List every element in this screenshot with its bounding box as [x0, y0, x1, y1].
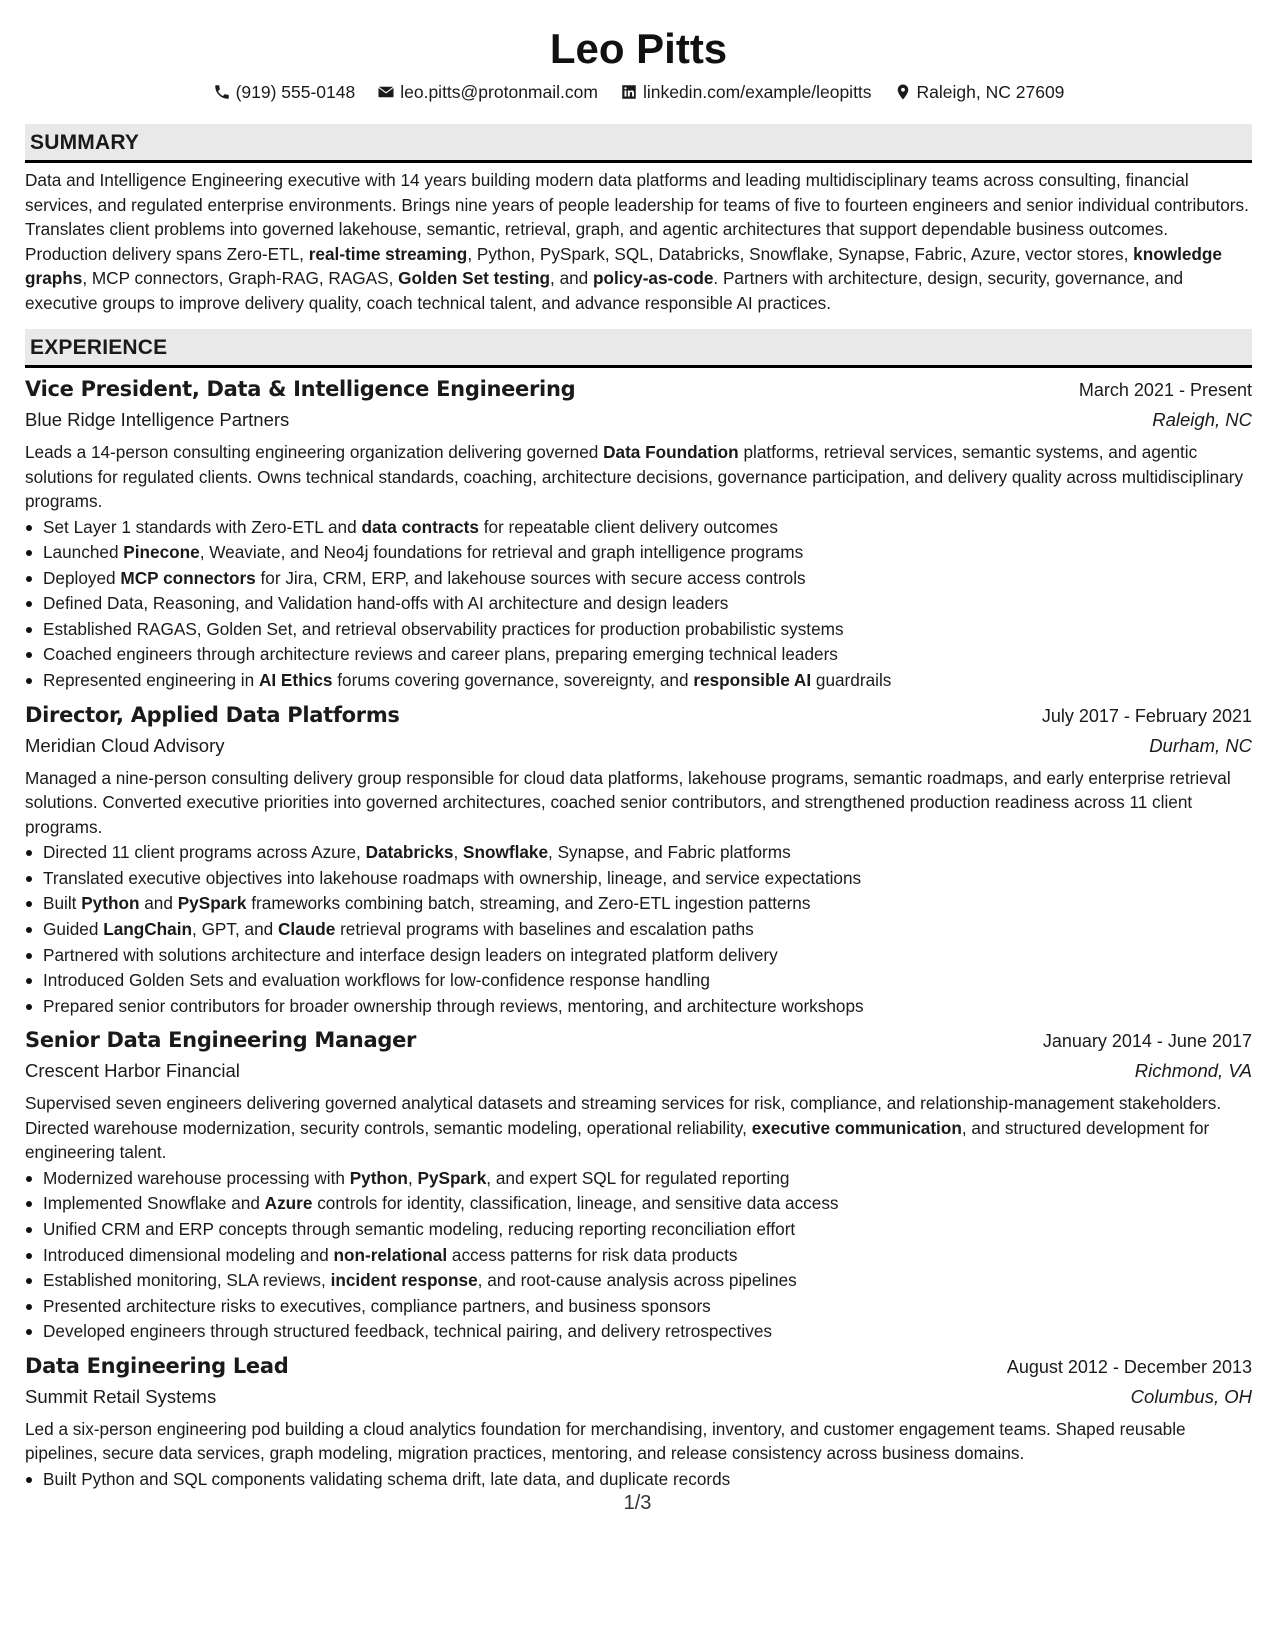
- job-summary: [25, 766, 1252, 840]
- bullet-item: [43, 891, 1252, 917]
- bullet-item: [43, 1217, 1252, 1243]
- bullet-bold: responsible AI: [693, 670, 812, 691]
- bullet-text: , Synapse, and Fabric platforms: [548, 842, 791, 863]
- job-title-row: [25, 1351, 1252, 1382]
- job-summary: [25, 1417, 1252, 1466]
- job-dates: March 2021 - Present: [1078, 380, 1252, 400]
- bullet-text: Set Layer 1 standards with Zero-ETL and: [43, 516, 362, 537]
- bullet-text: Defined Data, Reasoning, and Validation hand-offs with AI architecture and design leaders: [43, 593, 729, 614]
- bullet-bold: Azure: [264, 1193, 313, 1214]
- summary-text: , and: [550, 268, 594, 288]
- bullet-item: [43, 1243, 1252, 1269]
- job-company-row: [25, 405, 1252, 435]
- bullet-text: forums covering governance, sovereignty, and: [332, 670, 694, 691]
- job-company-row: [25, 1056, 1252, 1086]
- bullet-item: [43, 1191, 1252, 1217]
- job-title: Director, Applied Data Platforms: [25, 702, 400, 727]
- email-text: leo.pitts@protonmail.com: [400, 82, 598, 102]
- bullet-text: Translated executive objectives into lakehouse roadmaps with ownership, lineage, and service expectations: [43, 867, 862, 888]
- bullet-text: Implemented Snowflake and: [43, 1193, 265, 1214]
- bullet-text: access patterns for risk data products: [447, 1244, 738, 1265]
- job-title: Vice President, Data & Intelligence Engineering: [25, 377, 576, 401]
- contact-bar: [25, 80, 1252, 104]
- phone-text: (919) 555-0148: [235, 82, 356, 102]
- job-summary-bold: executive communication: [751, 1117, 962, 1138]
- bullet-text: retrieval programs with baselines and escalation paths: [335, 918, 754, 939]
- job-location: Richmond, VA: [1134, 1060, 1252, 1082]
- bullet-bold: Python: [81, 893, 140, 914]
- job-title-row: [25, 700, 1252, 731]
- envelope-icon: [377, 83, 395, 101]
- bullet-text: Presented architecture risks to executives, compliance partners, and business sponsors: [43, 1295, 711, 1316]
- job-bullets: [25, 840, 1252, 1019]
- bullet-bold: PySpark: [177, 893, 247, 914]
- job-location: Columbus, OH: [1130, 1385, 1252, 1407]
- bullet-text: Developed engineers through structured feedback, technical pairing, and delivery retrospectives: [43, 1321, 772, 1342]
- bullet-item: [43, 917, 1252, 943]
- summary-bold: policy-as-code: [593, 268, 714, 288]
- job-entry: [25, 374, 1252, 694]
- bullet-item: [43, 1294, 1252, 1320]
- job-location: Raleigh, NC: [1152, 409, 1252, 430]
- bullet-text: Deployed: [43, 567, 121, 588]
- bullet-bold: non-relational: [333, 1244, 448, 1265]
- bullet-text: ,: [407, 1167, 418, 1188]
- bullet-text: Introduced dimensional modeling and: [43, 1244, 334, 1265]
- bullet-text: Introduced Golden Sets and evaluation workflows for low-confidence response handling: [43, 970, 710, 991]
- linkedin-text: linkedin.com/example/leopitts: [642, 82, 872, 102]
- bullet-text: Guided: [43, 918, 104, 939]
- bullet-bold: Pinecone: [123, 542, 200, 563]
- job-title: Senior Data Engineering Manager: [25, 1028, 417, 1053]
- bullet-bold: data contracts: [361, 516, 479, 537]
- bullet-text: Built: [43, 893, 82, 914]
- bullet-text: Built Python and SQL components validating schema drift, late data, and duplicate records: [43, 1468, 731, 1489]
- job-title-row: [25, 1025, 1252, 1056]
- contact-linkedin[interactable]: [620, 80, 872, 104]
- bullet-item: [43, 968, 1252, 994]
- bullet-bold: AI Ethics: [258, 670, 333, 691]
- experience-heading: EXPERIENCE: [25, 329, 1252, 368]
- bullet-bold: MCP connectors: [120, 567, 256, 588]
- job-dates: January 2014 - June 2017: [1042, 1031, 1252, 1052]
- bullet-item: [43, 866, 1252, 892]
- page-number: 1/3: [623, 1492, 652, 1514]
- job-title: Data Engineering Lead: [25, 1353, 289, 1378]
- job-summary-text: platforms, retrieval services, semantic systems, and agentic solutions for regulated clients. Owns technical standards, coaching, architecture decisions, governance participation, and delivery quality across multidisciplinary programs.: [25, 442, 1244, 511]
- bullet-bold: Python: [349, 1167, 408, 1188]
- bullet-bold: PySpark: [417, 1167, 487, 1188]
- job-bullets: [25, 1467, 1252, 1493]
- summary-bold: Golden Set testing: [398, 268, 551, 288]
- phone-icon: [213, 83, 231, 101]
- job-summary-bold: Data Foundation: [603, 442, 739, 462]
- job-company: Crescent Harbor Financial: [25, 1060, 240, 1082]
- contact-location: [894, 80, 1065, 104]
- bullet-text: Unified CRM and ERP concepts through semantic modeling, reducing reporting reconciliation effort: [43, 1219, 796, 1239]
- job-dates: August 2012 - December 2013: [1006, 1356, 1252, 1377]
- job-title-row: [25, 374, 1252, 405]
- bullet-text: and: [139, 893, 178, 914]
- summary-text: , Python, PySpark, SQL, Databricks, Snowflake, Synapse, Fabric, Azure, vector stores,: [467, 243, 1134, 264]
- experience-list: [25, 374, 1252, 1493]
- resume-page: [25, 20, 1252, 1493]
- bullet-text: controls for identity, classification, lineage, and sensitive data access: [312, 1193, 839, 1214]
- bullet-item: [43, 515, 1252, 541]
- location-text: Raleigh, NC 27609: [916, 82, 1065, 102]
- job-summary-text: Supervised seven engineers delivering governed analytical datasets and streaming services for risk, compliance, and relationship-management stakeholders. Directed warehouse modernization, security controls, semantic modeling, operational reliability,: [25, 1093, 1222, 1138]
- bullet-item: [43, 617, 1252, 643]
- bullet-item: [43, 1166, 1252, 1192]
- bullet-item: [43, 840, 1252, 866]
- bullet-text: , GPT, and: [192, 918, 278, 939]
- bullet-bold: Claude: [278, 918, 336, 939]
- linkedin-icon: [620, 83, 638, 101]
- map-pin-icon: [894, 83, 912, 101]
- summary-text: Data and Intelligence Engineering executive with 14 years building modern data platforms and leading multidisciplinary teams across consulting, financial services, and regulated enterprise environments. Brings nine years of people leadership for teams of five to fourteen engineers and senior individual contributors. Translates client problems into governed lakehouse, semantic, retrieval, graph, and agentic architectures that support dependable business outcomes. Production delivery spans Zero-ETL,: [25, 170, 1249, 264]
- bullet-text: Launched: [43, 542, 124, 563]
- bullet-item: [43, 943, 1252, 969]
- bullet-text: for repeatable client delivery outcomes: [478, 516, 778, 537]
- contact-phone[interactable]: [213, 80, 356, 104]
- job-company-row: [25, 731, 1252, 761]
- bullet-text: , and expert SQL for regulated reporting: [486, 1167, 790, 1188]
- job-summary-text: Leads a 14-person consulting engineering organization delivering governed: [25, 442, 604, 462]
- job-bullets: [25, 1166, 1252, 1345]
- bullet-bold: Snowflake: [463, 842, 549, 863]
- bullet-text: , Weaviate, and Neo4j foundations for retrieval and graph intelligence programs: [199, 542, 804, 563]
- summary-bold: knowledge graphs: [25, 243, 1222, 288]
- job-company-row: [25, 1382, 1252, 1412]
- bullet-text: frameworks combining batch, streaming, and Zero-ETL ingestion patterns: [246, 893, 811, 914]
- job-summary-text: , and structured development for engineering talent.: [25, 1117, 1210, 1163]
- job-summary: [25, 440, 1252, 514]
- job-entry: [25, 1025, 1252, 1345]
- bullet-text: Established monitoring, SLA reviews,: [43, 1270, 331, 1291]
- job-entry: [25, 700, 1252, 1020]
- contact-email[interactable]: [377, 80, 598, 104]
- job-dates: July 2017 - February 2021: [1041, 705, 1252, 726]
- bullet-item: [43, 540, 1252, 566]
- bullet-item: [43, 1319, 1252, 1345]
- bullet-text: Represented engineering in: [43, 670, 259, 691]
- bullet-text: Established RAGAS, Golden Set, and retrieval observability practices for production probabilistic systems: [43, 618, 844, 639]
- job-summary-text: Led a six-person engineering pod building a cloud analytics foundation for merchandising, inventory, and customer engagement teams. Shaped reusable pipelines, secure data services, graph modeling, migration practices, mentoring, and release consistency across business domains.: [25, 1418, 1186, 1464]
- candidate-name: Leo Pitts: [549, 25, 728, 72]
- bullet-text: Partnered with solutions architecture and interface design leaders on integrated platform delivery: [43, 944, 778, 965]
- summary-bold: real-time streaming: [308, 243, 468, 264]
- bullet-text: ,: [453, 842, 464, 863]
- bullet-text: , and root-cause analysis across pipelines: [477, 1270, 797, 1291]
- job-company: Meridian Cloud Advisory: [25, 734, 225, 756]
- job-bullets: [25, 515, 1252, 694]
- job-company: Summit Retail Systems: [25, 1385, 217, 1407]
- summary-heading: SUMMARY: [25, 124, 1252, 163]
- bullet-bold: LangChain: [103, 918, 193, 939]
- bullet-item: [43, 668, 1252, 694]
- job-company: Blue Ridge Intelligence Partners: [25, 409, 290, 430]
- bullet-bold: Databricks: [365, 842, 454, 863]
- bullet-item: [43, 642, 1252, 668]
- bullet-text: Coached engineers through architecture reviews and career plans, preparing emerging technical leaders: [43, 644, 838, 665]
- bullet-bold: incident response: [330, 1270, 478, 1291]
- job-location: Durham, NC: [1149, 734, 1252, 756]
- bullet-item: [43, 1268, 1252, 1294]
- job-summary: [25, 1091, 1252, 1165]
- job-entry: [25, 1351, 1252, 1493]
- bullet-item: [43, 1467, 1252, 1493]
- bullet-text: Prepared senior contributors for broader ownership through reviews, mentoring, and architecture workshops: [43, 995, 864, 1016]
- bullet-text: Modernized warehouse processing with: [43, 1167, 350, 1188]
- summary-text: [25, 168, 1252, 315]
- job-summary-text: Managed a nine-person consulting delivery group responsible for cloud data platforms, lakehouse programs, semantic roadmaps, and early enterprise retrieval solutions. Converted executive priorities into governed architectures, coached senior contributors, and strengthened production readiness across 11 client programs.: [25, 767, 1231, 837]
- bullet-item: [43, 994, 1252, 1020]
- summary-text: . Partners with architecture, design, security, governance, and executive groups to improve delivery quality, coach technical talent, and advance responsible AI practices.: [25, 268, 1184, 313]
- bullet-text: guardrails: [811, 670, 892, 691]
- bullet-item: [43, 566, 1252, 592]
- bullet-text: Directed 11 client programs across Azure,: [43, 842, 366, 863]
- bullet-text: for Jira, CRM, ERP, and lakehouse sources with secure access controls: [255, 567, 806, 588]
- summary-text: , MCP connectors, Graph-RAG, RAGAS,: [82, 268, 399, 288]
- bullet-item: [43, 591, 1252, 617]
